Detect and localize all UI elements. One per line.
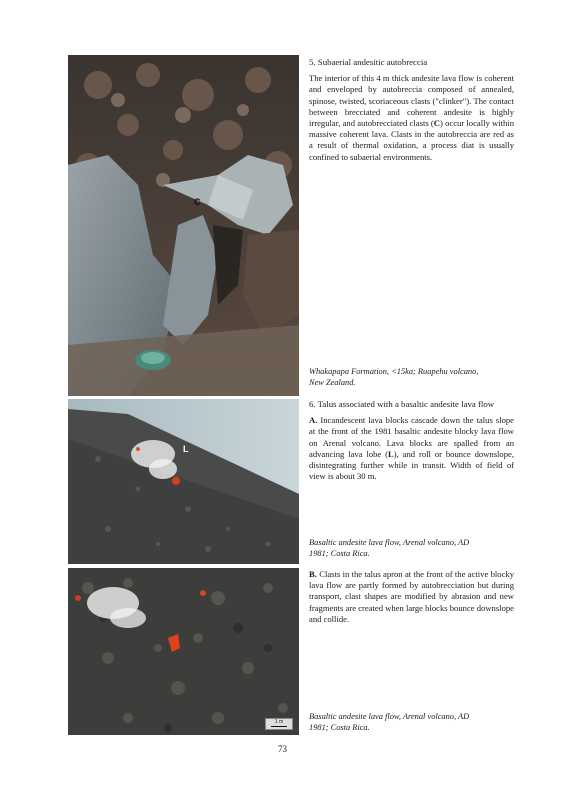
section-6b-label: B. <box>309 569 317 579</box>
text-run: The interior of this 4 m thick andesite lava flow is coherent and enveloped by autobreccia composed of annealed, spinose, twisted, scoriaceous clasts ("clinker"). The contact between brecciated and coherent andesite is highly irregular, and autobrecciated clasts ( <box>309 73 514 129</box>
text-run: ), and roll or bounce downslope, disintegrating further while in transit. Width of field of view is about 30 m. <box>309 448 514 482</box>
section-6a-text <box>309 415 514 481</box>
bold-label: C <box>433 118 440 129</box>
text-run: Clasts in the talus apron at the front of the active blocky lava flow are partly formed by autobrecciation but during transport, clast shapes are modified by abrasion and new fragments are created when large blocks bounce downslope and collide. <box>309 569 514 624</box>
text-run: Incandescent lava blocks cascade down the talus slope at the front of the 1981 basaltic andesite blocky lava flow on Arenal volcano. Lava blocks are spalled from an advancing lava lobe ( <box>309 415 514 459</box>
section-6a-label: A. <box>309 415 318 426</box>
autobreccia-outcrop-photo <box>68 55 299 396</box>
section-6b-text-content <box>309 569 514 624</box>
lava-lobe-label-l: L <box>183 444 189 454</box>
talus-slope-photo <box>68 399 299 564</box>
section-5-heading: 5. Subaerial andesitic autobreccia <box>309 57 428 67</box>
scale-bar <box>265 718 293 730</box>
text-run: ) occur locally within massive coherent lava. Clasts in the autobreccia are red as a result of thermal oxidation, a process diat is usually confined to subaerial environments. <box>309 118 514 162</box>
section-6-heading: 6. Talus associated with a basaltic andesite lava flow <box>309 399 495 409</box>
section-6a-caption <box>309 537 514 559</box>
section-6b-body <box>309 569 514 625</box>
section-6b-caption-line-1: Basaltic andesite lava flow, Arenal volcano, AD <box>309 712 470 721</box>
section-6a-caption-line-2: 1981; Costa Rica. <box>309 549 370 558</box>
section-6b-caption-line-2: 1981; Costa Rica. <box>309 723 370 732</box>
section-5-body <box>309 73 514 163</box>
scale-bar-line <box>271 726 287 728</box>
section-5-caption-line-1: Whakapapa Formation, <15ka; Ruapehu volcano, <box>309 367 479 376</box>
section-6-text <box>309 399 514 482</box>
scale-bar-label: 1 m <box>274 719 284 725</box>
clast-label-c: C <box>194 197 201 207</box>
section-5-caption-line-2: New Zealand. <box>309 378 356 387</box>
section-6b-caption <box>309 711 514 733</box>
section-6a-body <box>309 415 514 482</box>
section-5-text <box>309 57 514 163</box>
bold-label: L <box>388 448 394 459</box>
section-5-caption <box>309 366 514 388</box>
talus-apron-photo <box>68 568 299 735</box>
page-number: 73 <box>278 744 287 754</box>
section-6a-caption-line-1: Basaltic andesite lava flow, Arenal volcano, AD <box>309 538 470 547</box>
section-6b-text <box>309 569 514 625</box>
